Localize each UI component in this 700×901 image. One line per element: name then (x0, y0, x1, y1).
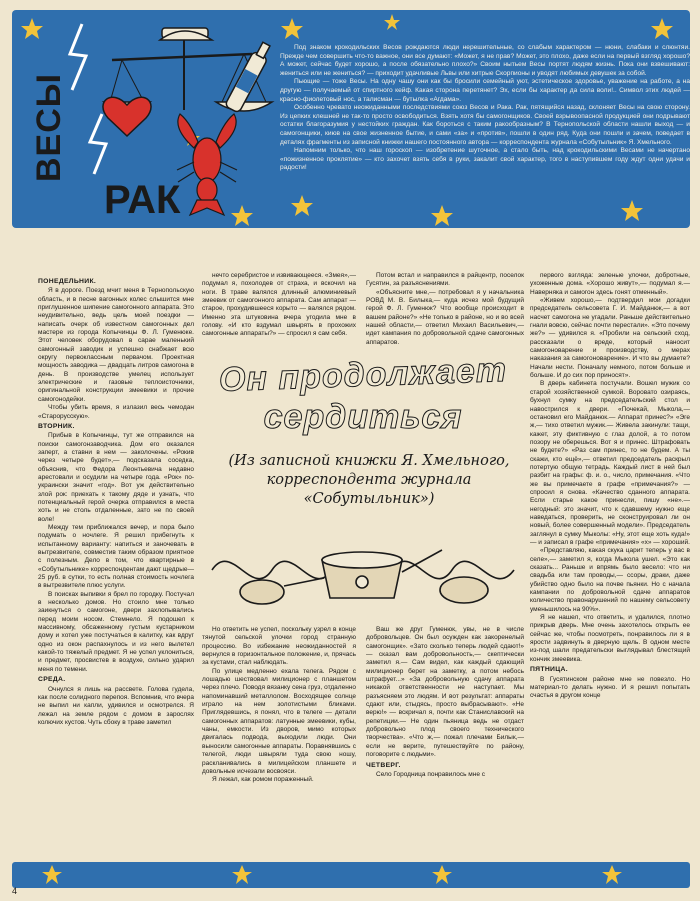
article-paragraph: Между тем приближался вечер, и пора было подумать о ночлеге. Я решил прибегнуть к испытанному варианту: напиться и заночевать в вытрезвителе, совместив таким образом приятное с полезным. Дело в том, что квартирные в «Собутыльнике» корреспондентам дают щедрые—25 руб. в сутки, то есть полная стоимость ночлега в вытрезвителе плюс услуги. (38, 523, 194, 590)
column-3-top (366, 272, 524, 347)
article-paragraph: нечто серебристое и извивающееся. «Змея»,— подумал я, похолодев от страха, и вскочил на ноги. В траве валялся длинный алюминиевый змеевик от самогонного аппарата. Сам аппарат — старое, прохудившееся корыто — валялся рядом. Именно эта штуковина вчера угодила мне в голову. «И кто вздумал швырять в прохожих самогонные аппараты?» — спросил я сам себя. (202, 272, 356, 338)
article-paragraph: «Живем хорошо,— подтвердил мои догадки председатель сельсовета Г. И. Майданюк,— а вот насчет самогона не угадали. Раньше действительно гнали вовсю, сейчас почти перестали». «Это почему же?» — удивился я. «Пробили на сельский сход, рассказали о вреде, который наносит самогоноварение и производству, о мерах наказания за самогоноварение». И что вы думаете? Начали нести. Поначалу немного, потом больше и больше. И до сих пор приносят». (530, 297, 690, 380)
footer-band (12, 862, 690, 888)
column-3-bottom (366, 626, 524, 779)
day-heading: СРЕДА. (38, 676, 66, 684)
article-paragraph: первого взгляда: зеленые улочки, добротные, ухоженные дома. «Хорошо живут»,— подумал я.— Наверняка и самогон здесь гонят отменный». (530, 272, 690, 296)
article-paragraph: По улице медленно ехала телега. Рядом с лошадью шествовал милиционер с планшетом через плечо. Поводя вязанку сена груз, отдаленно напоминавший металлолом. Восходящее солнце играло на нем золотистыми бликами. Приглядевшись, я понял, что в телеге — детали самогонных аппаратов: латунные змеевики, кубы, чаны, емкости. Из дворов, мимо которых двигалась подвода, выходили люди. Они выносили самогонные аппараты. Поравнявшись с телегой, люди швыряли туда свою ношу, раскланивались в милицейском планшете и довольные исчезали восвояси. (202, 667, 356, 775)
crayfish-icon (177, 114, 237, 215)
day-heading: ПЯТНИЦА. (530, 666, 568, 674)
article-paragraph: Ваш же друг Гуменюк, увы, не в числе добровольцев. Он был осужден как закоренелый самогонщик». «Зато сколько теперь людей сдают!» — сказал вам добровольность,— скептически заметил я.— Сам видел, как каждый сдающий милиционер берет на заметку, а потом небось штрафует...» «За добровольную сдачу аппарата никакой ответственности не наступает. Мы разъясняем это людям. И вот результат: аппараты сдают или, стыдясь, просто выбрасывают». «Не верю!» — вскричал я, почти как Станиславский на репетиции.— Не один пьяница ведь не отдаст добровольно плод своего технического творчества». «Что ж,— пожал плечами Билык,— если не верите, путешествуйте по району, поговорите с людьми». (366, 626, 524, 759)
article-paragraph: Прибыв в Копычинцы, тут же отправился на поиски самогонзаводчика. Дом его оказался заперт, а ставни в нем — заколочены. «Рокив через четыре будет»,— подсказала соседка, объяснив, что Федора Леонтьевича недавно арестовали и осудили на четыре года. «Рок» по-украински значит «год». Вот уж действительно злой рок: приехать к такому дяде и узнать, что потенциальный герой очерка отправился в места хоть и не столь отдаленные, зато не по своей воле! (38, 432, 194, 523)
article-paragraph: Очнулся я лишь на рассвете. Голова гудела, как после солидного перепоя. Вспомнив, что вчера не выпил ни капли, удивился и осмотрелся. Я лежал на земле рядом с домом в зарослях колючих кустов. Чуть сбоку в траве заметил (38, 685, 194, 726)
article-paragraph: Потом встал и направился в райцентр, поселок Гусятин, за разъяснениями. (366, 272, 524, 288)
article-paragraph: В Гусятинском районе мне не повезло. Но материал-то делать нужно. И я решил попытать счастья в другом конце (530, 675, 690, 700)
horoscope-banner (12, 10, 690, 228)
column-2-bottom (202, 626, 356, 785)
article-paragraph: «Объясните мне,— потребовал я у начальника РОВД М. В. Билыка,— куда исчез мой будущий герой Ф. Л. Гуменюк? Что вообще происходит в вашем районе?» «Не только в районе, но и во всей нашей области,— ответил Михаил Васильевич,— идет кампания по добровольной сдаче самогонных аппаратов. (366, 288, 524, 346)
moonshine-still-illustration (202, 520, 524, 616)
column-2-top (202, 272, 356, 339)
article-paragraph: Но ответить не успел, поскольку узрел в конце тянутой сельской улочки город странную процессию. Во избежание неожиданностей я вернулся в горизонтальное положение, и, прячась за кустами, стал наблюдать. (202, 626, 356, 667)
article-paragraph: Село Городница понравилось мне с (376, 770, 486, 778)
intro-paragraph: Пьющие — тоже Весы. На одну чашу они как бы бросили семейный уют, эстетическое здоровье, уважение на работе, а на другую — получаемый от спиртного кейф. Какая сторона перетянет? Эх, если бы характер да сила воли!.. Символ этих людей — красно-фиолетовый нос, а талисман — бутылка «Агдама». (280, 78, 690, 103)
article-title-line-1: Он продолжает (218, 350, 508, 400)
article-subtitle: (Из записной книжки Я. Хмельного, корреспондента журнала «Собутыльник») (228, 453, 510, 507)
day-heading: ЧЕТВЕРГ. (366, 761, 401, 769)
column-1 (38, 276, 194, 727)
article-paragraph: Чтобы убить время, я излазил весь чемодан «Старорусскую». (38, 404, 194, 420)
day-heading: ВТОРНИК. (38, 422, 75, 430)
sign-word-libra: ВЕСЫ (30, 72, 68, 182)
article-paragraph: Я лежал, как ромом пораженный. (212, 776, 314, 784)
horoscope-intro (280, 44, 690, 173)
article-title-block (202, 348, 524, 623)
sign-word-cancer: РАК (104, 178, 181, 222)
page-number: 4 (12, 886, 18, 896)
day-heading: ПОНЕДЕЛЬНИК. (38, 278, 97, 285)
intro-paragraph: Напомним только, что наш гороскоп — изобретение шуточное, а стало быть, над крокодильскими Весами не начертано «пожизненное проклятие» — кто захочет взять себя в руки, закалит свой характер, того в наступившем году ждут одни удачи и радости! (280, 147, 690, 172)
article-paragraph: Я в дороге. Поезд мчит меня в Тернопольскую область, и в песне вагонных колес слышится мне приглушенное шипение самогонного аппарата. Это неудивительно, ведь цель моей поездки — написать очерк об известном самогонных дел мастере из города Копычинцы Ф. Л. Гуменюке. Этот человек оборудовал в сарае маленький самогонный заводик и успешно снабжает всю округу первоклассным первачом. Проектная мощность заводика — двадцать литров самогона в день. В производстве умелец использует электрические и газовые теплоисточники, оригинальной конструкции змеевики и прочие самогонодейки. (38, 287, 194, 403)
intro-paragraph: Под знаком крокодильских Весов рождаются люди нерешительные, со слабым характером — нюни, слабаки и слюнтяи. Прежде чем совершить что-то важное, они все думают: «Может, я не прав? Может, это плохо, даже если на первый взгляд хорошо? А может, сейчас будет хорошо, а после обязательно плохо?» Своим нытьем Весы портят людям жизнь. Пока они взвешивают: жениться или не жениться? — приходит удачливые Львы или хитрые Скорпионы и уводят любимых девушек за собой. (280, 44, 690, 77)
article-paragraph: В дверь кабинета постучали. Вошел мужик со старой хозяйственной сумкой. Воровато озираясь, бухнул сумку на председательский стол и навострился к двери. «Почекай, Мыкола,— остановил его Майданюк.— Аппарат принес?» «Эге ж,— тихо ответил мужик.— Живела закинули: тащи, кажет, эту фиктивную с глаз долой, а то потом позору не оберешься. Вот я и принес. Штрафовать не будете?» «Раз сам принес, то не будем. А ты скажи, кто ещё»,— ответил председатель раскрыл потертую общую тетрадь. Каждый лист в ней был разбит на графы: ф. и. о., число, примечания. «Что же вы примечаете в графе «примечания?» — спросил я снова. «Качество сданного аппарата. Если старье какое принесли, пишу «не».— негодный: это значит, что к сдавшему нужно еще наведаться, проверить, не сконструировал ли он новый, более совершенный модели». Председатель заглянул в сумку Мыколы: «Ну, этот еще хоть куда!» — и записал в графе «примечания» «х» — хороший. (530, 380, 690, 546)
article-paragraph: Я не нашел, что ответить, и удалился, плотно прикрыв дверь. Мне очень захотелось открыть ее сейчас же, чтобы посмотреть, понравилось ли я в ярости задвинуть в дверную щель. В одном месте из-под шали предательски выглядывал блестящий кончик змеевика. (530, 614, 690, 663)
article-title-line-2: сердиться (263, 398, 463, 436)
lightning-decor (70, 24, 106, 174)
footer-stars (12, 862, 690, 888)
article-paragraph: «Представляю, какая скука царит теперь у вас в селе»,— заметил я, когда Мыкола ушел. «Это как сказать... Раньше и впрямь было весело: что ни свадьба или там проводы,— ссоры, драки, даже убийство одно было на почве пьянки. Но с начала кампании по добровольной сдаче аппаратов количество правонарушений по нашему сельсовету уменьшилось на 90%». (530, 547, 690, 613)
intro-paragraph: Особенно чревато неожиданными последствиями союз Весов и Рака. Рак, пятящийся назад, склоняет Весы на свою сторону. Из цепких клешней не так-то просто освободиться. Взять хотя бы самогонщиков. Своей взрывоопасной продукцией они подрывают остатки благоразумия у нестойких граждан. Как бороться с таким ракообразным? В Тернопольской области нашли выход — и самогонщики, киюв на свое жизненное бытие, и сами «за» и «против», пошли в один ряд. Куда они пошли и зачем, поведает в деталях фрагменты из записной книжки нашего постоянного автора — корреспондента журнала «Собутыльник» Я. Хмельного. (280, 104, 690, 146)
article-paragraph: В поисках выпивки я брел по городку. Постучал в несколько домов. Но стоило мне только заикнуться о самогоне, двери захлопывались перед моим носом. Стемнело. Я подошел к массивному, обсаженному густым кустарником дому и хотел уже постучаться в калитку, как вдруг одно из окон распахнулось и из него вылетел какой-то тяжелый предмет. Я не успел уклониться, и предмет, просвистев в воздухе, сильно ударил меня по темени. (38, 590, 194, 673)
column-4 (530, 272, 690, 701)
